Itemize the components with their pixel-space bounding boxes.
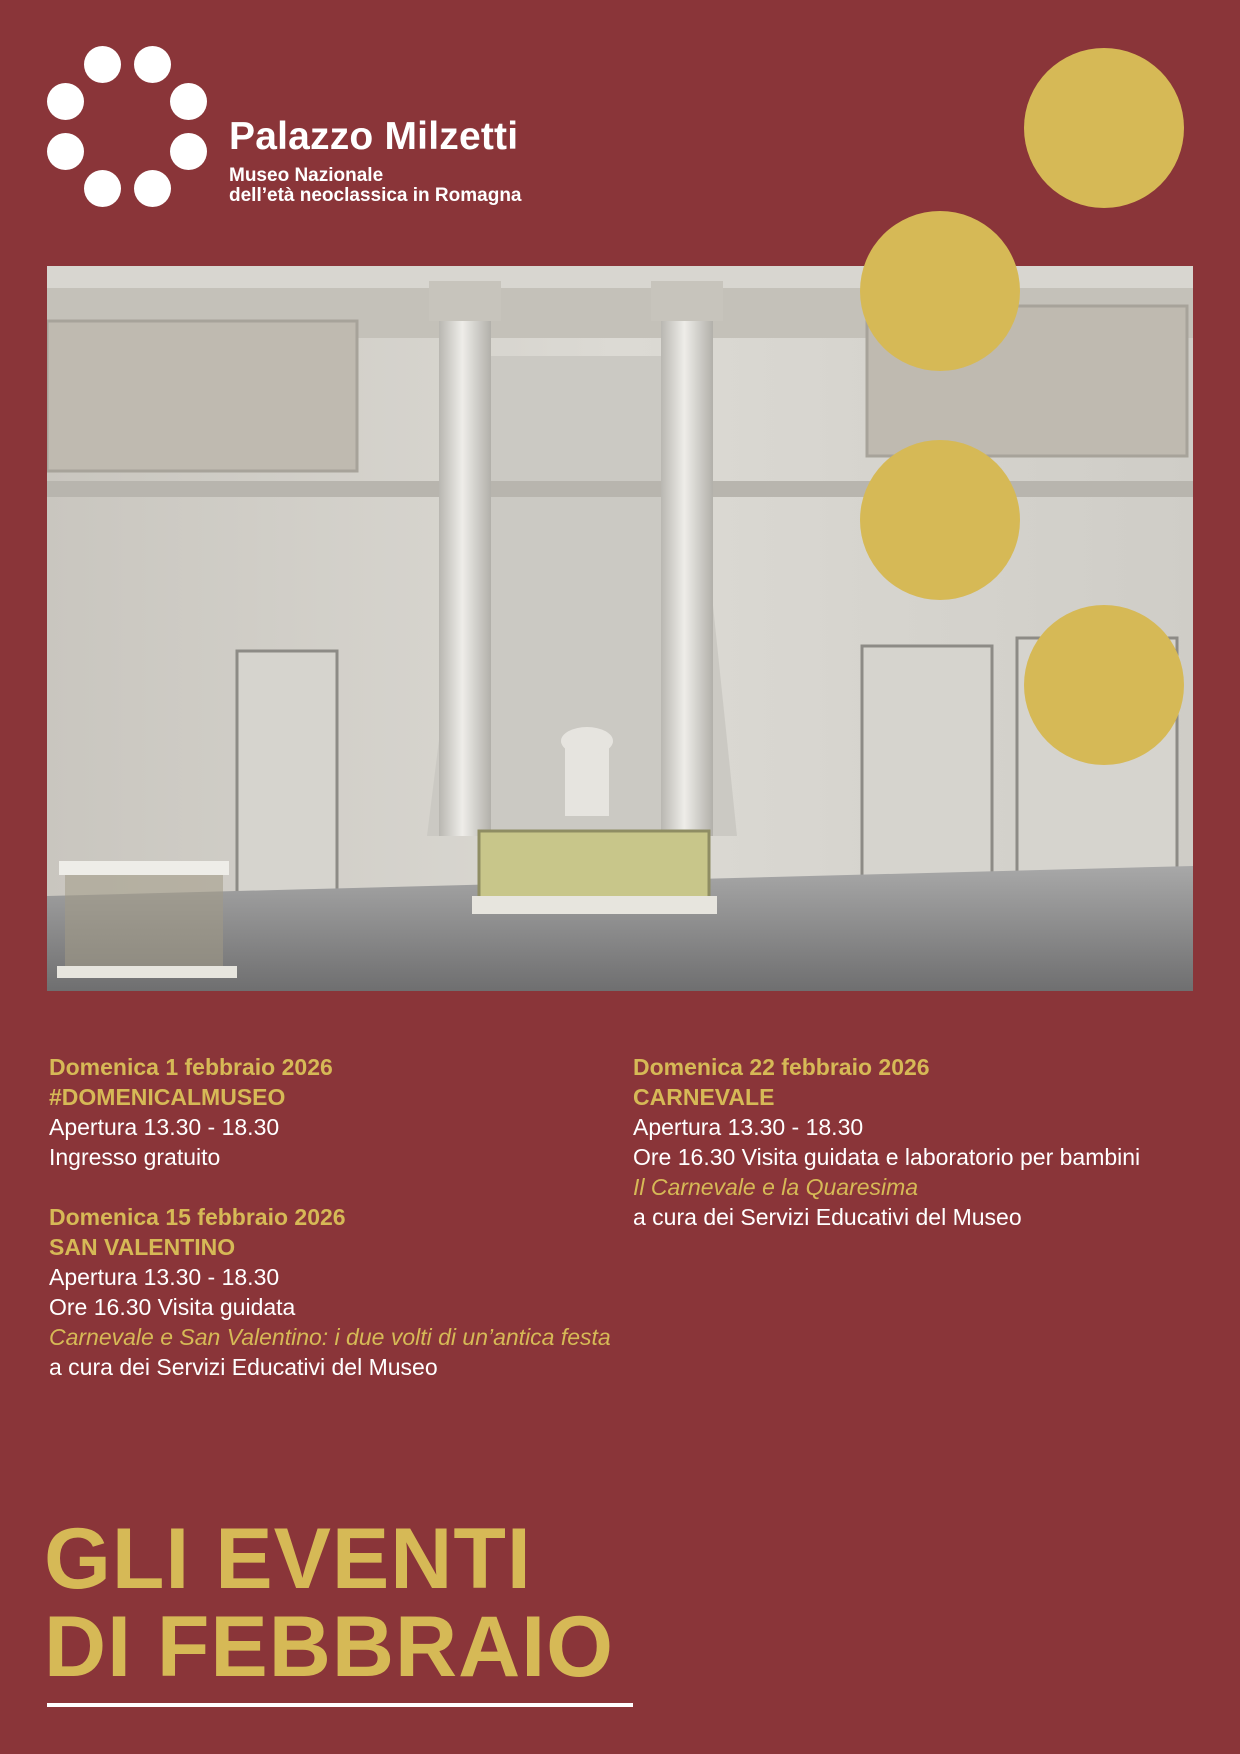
brand-name: Palazzo Milzetti — [229, 115, 519, 158]
event-activity: Ore 16.30 Visita guidata e laboratorio per bambini — [633, 1144, 1141, 1170]
decorative-circle-4 — [1024, 605, 1184, 765]
headline-line-1: GLI EVENTI — [44, 1511, 532, 1607]
event-date: Domenica 22 febbraio 2026 — [633, 1054, 930, 1080]
event-opening-hours: Apertura 13.30 - 18.30 — [49, 1264, 280, 1290]
event-date: Domenica 1 febbraio 2026 — [49, 1054, 333, 1080]
events-column-left — [49, 1052, 619, 1382]
decorative-circle-3 — [860, 440, 1020, 600]
events-column-right — [633, 1052, 1213, 1232]
decorative-circle-2 — [860, 211, 1020, 371]
event-title: #DOMENICALMUSEO — [49, 1084, 286, 1110]
headline-line-2: DI FEBBRAIO — [44, 1599, 614, 1695]
event-opening-hours: Apertura 13.30 - 18.30 — [49, 1114, 280, 1140]
event-date: Domenica 15 febbraio 2026 — [49, 1204, 346, 1230]
brand-subtitle-line-2: dell’età neoclassica in Romagna — [229, 185, 522, 206]
event-title: CARNEVALE — [633, 1084, 775, 1110]
event-curated-by: a cura dei Servizi Educativi del Museo — [49, 1354, 438, 1380]
event-activity-title: Carnevale e San Valentino: i due volti di un’antica festa — [49, 1324, 611, 1350]
event-activity: Ore 16.30 Visita guidata — [49, 1294, 296, 1320]
headline-underline — [47, 1703, 633, 1707]
poster-headline — [44, 1511, 614, 1695]
museum-hall-photo — [47, 266, 1193, 991]
event-note: Ingresso gratuito — [49, 1144, 221, 1170]
event-opening-hours: Apertura 13.30 - 18.30 — [633, 1114, 864, 1140]
museum-logo-icon — [40, 40, 210, 210]
decorative-circle-1 — [1024, 48, 1184, 208]
brand-subtitle — [229, 166, 522, 206]
event-curated-by: a cura dei Servizi Educativi del Museo — [633, 1204, 1022, 1230]
event-activity-title: Il Carnevale e la Quaresima — [633, 1174, 919, 1200]
brand-subtitle-line-1: Museo Nazionale — [229, 165, 384, 186]
event-title: SAN VALENTINO — [49, 1234, 236, 1260]
